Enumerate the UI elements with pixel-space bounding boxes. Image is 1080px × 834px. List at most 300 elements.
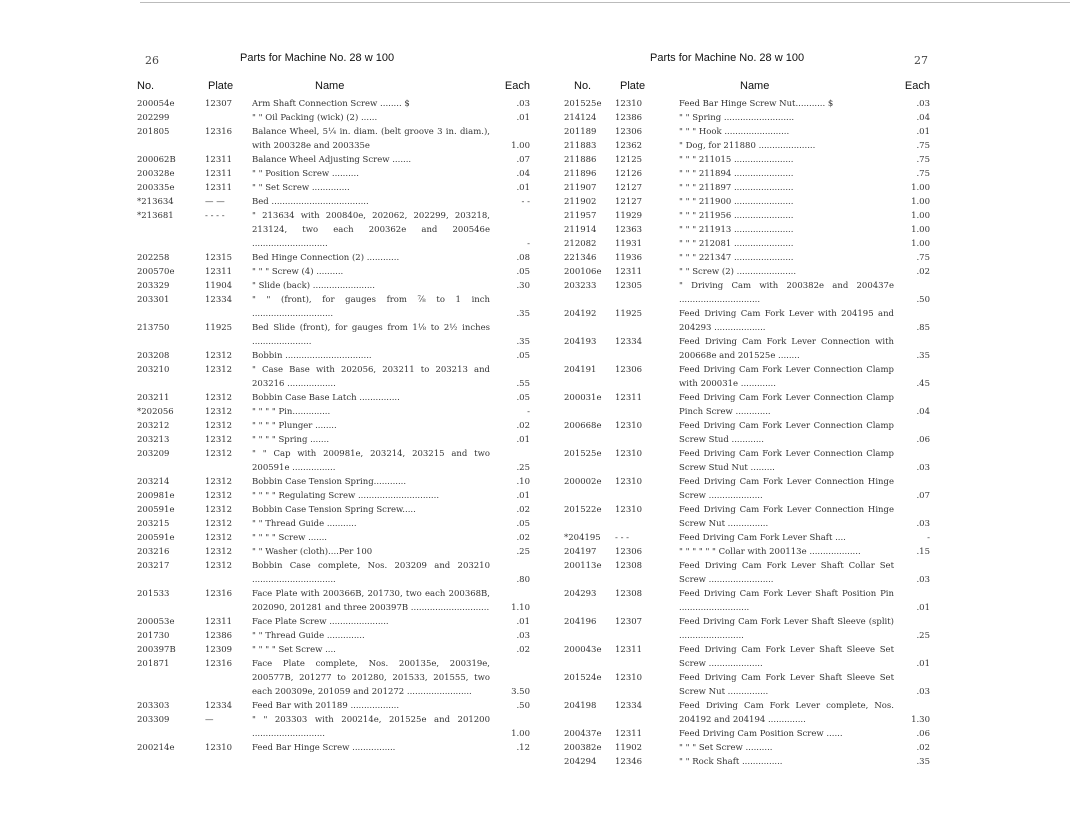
part-price: .01 <box>916 127 930 137</box>
header-name: Name <box>315 80 345 92</box>
plate-number: 12308 <box>615 589 643 599</box>
part-price: - <box>927 533 930 543</box>
parts-list <box>135 97 530 755</box>
part-price: 1.00 <box>911 239 930 249</box>
part-number: *213634 <box>137 197 174 207</box>
table-row <box>560 391 930 419</box>
part-name: Bed Hinge Connection (2) ............ <box>252 253 400 263</box>
part-number: 203211 <box>137 393 170 403</box>
page-title: Parts for Machine No. 28 w 100 <box>650 52 805 64</box>
header-each: Each <box>504 80 530 92</box>
part-name: " " " 211894 ...................... <box>679 169 794 179</box>
plate-number: 11925 <box>615 309 643 319</box>
part-number: 200981e <box>137 491 175 501</box>
part-number: *204195 <box>564 533 601 543</box>
plate-number: — — <box>205 197 225 207</box>
part-name: Bed Slide (front), for gauges from 1⅛ to 2½ inches ...................... <box>252 323 490 347</box>
table-row <box>560 587 930 615</box>
plate-number: 12312 <box>205 491 233 501</box>
table-row <box>135 167 530 181</box>
table-row <box>560 111 930 125</box>
part-name: Feed Driving Cam Fork Lever Shaft Sleeve (split) ........................ <box>679 617 894 641</box>
part-price: .75 <box>916 155 930 165</box>
header-plate: Plate <box>208 80 234 92</box>
table-row <box>560 643 930 671</box>
part-name: Feed Driving Cam Fork Lever Connection Clamp with 200031e ............. <box>679 365 894 389</box>
table-row <box>560 181 930 195</box>
part-number: 202299 <box>137 113 170 123</box>
part-number: 200591e <box>137 505 175 515</box>
plate-number: 12312 <box>205 393 233 403</box>
table-row <box>560 419 930 447</box>
table-row <box>135 209 530 251</box>
part-name: " " Cap with 200981e, 203214, 203215 and two 200591e ................ <box>252 449 490 473</box>
table-row <box>560 531 930 545</box>
plate-number: 11904 <box>205 281 233 291</box>
part-price: .01 <box>916 659 930 669</box>
part-price: .01 <box>916 603 930 613</box>
plate-number: 12316 <box>205 127 233 137</box>
part-name: " " " " Plunger ........ <box>252 421 337 431</box>
table-row <box>135 699 530 713</box>
part-name: " " Washer (cloth)....Per 100 <box>252 547 373 557</box>
plate-number: 12308 <box>615 561 643 571</box>
plate-number: 12386 <box>615 113 643 123</box>
part-price: .06 <box>916 435 930 445</box>
part-number: 211896 <box>564 169 597 179</box>
column-headers <box>135 80 530 94</box>
part-price: .50 <box>916 295 930 305</box>
table-row <box>560 671 930 699</box>
part-price: 1.30 <box>911 715 930 725</box>
table-row <box>560 559 930 587</box>
table-row <box>560 545 930 559</box>
plate-number: 12310 <box>615 505 643 515</box>
part-number: 203213 <box>137 435 170 445</box>
part-number: *202056 <box>137 407 174 417</box>
part-price: .07 <box>516 155 530 165</box>
part-number: 204196 <box>564 617 597 627</box>
table-row <box>560 97 930 111</box>
part-price: .04 <box>516 169 530 179</box>
table-row <box>135 111 530 125</box>
part-name: Feed Driving Cam Fork Lever Shaft Sleeve Set Screw .................... <box>679 645 894 669</box>
part-name: " " Screw (2) ...................... <box>679 267 797 277</box>
part-number: 200043e <box>564 645 602 655</box>
table-row <box>560 139 930 153</box>
header-each: Each <box>904 80 930 92</box>
table-row <box>135 279 530 293</box>
table-row <box>135 153 530 167</box>
table-row <box>560 727 930 741</box>
part-number: 214124 <box>564 113 597 123</box>
part-price: .80 <box>516 575 530 585</box>
part-price: .45 <box>916 379 930 389</box>
part-name: Feed Driving Cam Fork Lever Shaft Position Pin .......................... <box>679 589 894 613</box>
plate-number: 12312 <box>205 421 233 431</box>
part-price: .25 <box>916 631 930 641</box>
plate-number: 11902 <box>615 743 643 753</box>
table-row <box>135 643 530 657</box>
part-name: Feed Driving Cam Fork Lever complete, Nos. 204192 and 204194 .............. <box>679 701 894 725</box>
part-number: 203209 <box>137 449 170 459</box>
plate-number: 12310 <box>615 477 643 487</box>
part-name: Face Plate Screw ...................... <box>252 617 389 627</box>
plate-number: 12305 <box>615 281 643 291</box>
part-price: .02 <box>516 645 530 655</box>
part-number: 201525e <box>564 99 602 109</box>
part-name: Bobbin ................................ <box>252 351 372 361</box>
part-number: 211914 <box>564 225 597 235</box>
right-page <box>560 0 930 834</box>
plate-number: 12125 <box>615 155 643 165</box>
table-row <box>135 349 530 363</box>
plate-number: 12334 <box>615 701 643 711</box>
table-row <box>560 447 930 475</box>
part-price: .02 <box>916 743 930 753</box>
part-price: .75 <box>916 169 930 179</box>
table-row <box>560 195 930 209</box>
part-number: 201525e <box>564 449 602 459</box>
part-name: " " Position Screw .......... <box>252 169 359 179</box>
part-number: 200335e <box>137 183 175 193</box>
part-number: 204191 <box>564 365 597 375</box>
plate-number: 12312 <box>205 561 233 571</box>
part-number: 203208 <box>137 351 170 361</box>
plate-number: 12311 <box>205 617 233 627</box>
plate-number: 12311 <box>615 729 643 739</box>
plate-number: 12363 <box>615 225 643 235</box>
part-price: .03 <box>516 631 530 641</box>
part-number: 200570e <box>137 267 175 277</box>
plate-number: 12362 <box>615 141 643 151</box>
part-name: " Driving Cam with 200382e and 200437e .............................. <box>679 281 894 305</box>
part-number: 200668e <box>564 421 602 431</box>
part-price: .01 <box>516 183 530 193</box>
part-price: .05 <box>516 393 530 403</box>
part-price: 3.50 <box>511 687 530 697</box>
part-name: Feed Driving Cam Fork Lever Shaft .... <box>679 533 846 543</box>
part-number: 202258 <box>137 253 170 263</box>
part-price: .25 <box>516 547 530 557</box>
header-name: Name <box>740 80 770 92</box>
part-number: 201189 <box>564 127 597 137</box>
part-price: .01 <box>516 113 530 123</box>
part-price: .35 <box>916 351 930 361</box>
part-price: .04 <box>916 407 930 417</box>
part-number: 200062B <box>137 155 176 165</box>
part-name: Feed Driving Cam Fork Lever with 204195 and 204293 ................... <box>679 309 894 333</box>
part-number: 204294 <box>564 757 597 767</box>
table-row <box>135 615 530 629</box>
part-number: 200214e <box>137 743 175 753</box>
part-price: 1.00 <box>511 729 530 739</box>
part-number: 203329 <box>137 281 170 291</box>
part-price: .01 <box>516 491 530 501</box>
part-name: " Dog, for 211880 ..................... <box>679 141 816 151</box>
table-row <box>560 699 930 727</box>
part-price: .07 <box>916 491 930 501</box>
part-number: 203215 <box>137 519 170 529</box>
part-number: 203309 <box>137 715 170 725</box>
part-price: .06 <box>916 729 930 739</box>
plate-number: 12346 <box>615 757 643 767</box>
part-number: *213681 <box>137 211 174 221</box>
part-name: " " " 211956 ...................... <box>679 211 794 221</box>
part-price: .15 <box>916 547 930 557</box>
table-row <box>560 475 930 503</box>
plate-number: 12334 <box>205 295 233 305</box>
page-title: Parts for Machine No. 28 w 100 <box>240 52 395 64</box>
table-row <box>135 265 530 279</box>
part-number: 201871 <box>137 659 170 669</box>
part-name: Feed Driving Cam Fork Lever Shaft Collar Set Screw ........................ <box>679 561 894 585</box>
part-name: " " " Screw (4) .......... <box>252 267 344 277</box>
part-name: " " " " Set Screw .... <box>252 645 336 655</box>
plate-number: 12310 <box>615 421 643 431</box>
part-number: 200591e <box>137 533 175 543</box>
plate-number: — <box>205 715 214 725</box>
plate-number: 12311 <box>205 183 233 193</box>
plate-number: 12311 <box>615 645 643 655</box>
table-row <box>560 615 930 643</box>
plate-number: - - - <box>615 533 630 543</box>
plate-number: 12310 <box>615 673 643 683</box>
part-price: .35 <box>516 337 530 347</box>
parts-list <box>560 97 930 769</box>
plate-number: 12306 <box>615 127 643 137</box>
part-price: .01 <box>516 435 530 445</box>
part-number: 221346 <box>564 253 597 263</box>
part-price: .03 <box>916 463 930 473</box>
plate-number: 12316 <box>205 589 233 599</box>
page-number: 26 <box>145 54 159 67</box>
plate-number: 12312 <box>205 435 233 445</box>
table-row <box>560 503 930 531</box>
plate-number: 12310 <box>615 99 643 109</box>
part-name: " " Thread Guide ........... <box>252 519 357 529</box>
part-name: Feed Driving Cam Fork Lever Connection with 200668e and 201525e ........ <box>679 337 894 361</box>
plate-number: 12312 <box>205 407 233 417</box>
part-price: .02 <box>516 505 530 515</box>
table-row <box>135 97 530 111</box>
plate-number: 12126 <box>615 169 643 179</box>
part-number: 203217 <box>137 561 170 571</box>
part-number: 213750 <box>137 323 170 333</box>
plate-number: 12312 <box>205 533 233 543</box>
part-number: 200053e <box>137 617 175 627</box>
part-number: 211902 <box>564 197 597 207</box>
part-name: Arm Shaft Connection Screw ........ $ <box>252 99 410 109</box>
table-row <box>135 433 530 447</box>
part-number: 204197 <box>564 547 597 557</box>
plate-number: 12311 <box>615 267 643 277</box>
part-price: .12 <box>516 743 530 753</box>
part-name: Feed Driving Cam Fork Lever Connection Clamp Pinch Screw ............. <box>679 393 894 417</box>
part-name: " " " 211897 ...................... <box>679 183 794 193</box>
part-number: 203301 <box>137 295 170 305</box>
plate-number: 12311 <box>205 169 233 179</box>
table-row <box>560 279 930 307</box>
plate-number: 12307 <box>615 617 643 627</box>
part-name: " " " " Regulating Screw .............................. <box>252 491 440 501</box>
part-name: Balance Wheel, 5¼ in. diam. (belt groove 3 in. diam.), with 200328e and 200335e <box>252 127 490 151</box>
part-price: 1.00 <box>911 183 930 193</box>
plate-number: 12312 <box>205 449 233 459</box>
part-price: .35 <box>916 757 930 767</box>
plate-number: 12312 <box>205 547 233 557</box>
part-price: .05 <box>516 351 530 361</box>
part-name: " 213634 with 200840e, 202062, 202299, 203218, 213124, two each 200362e and 200546e ............................ <box>252 211 490 249</box>
part-number: 200382e <box>564 743 602 753</box>
plate-number: 12312 <box>205 505 233 515</box>
part-number: 211886 <box>564 155 597 165</box>
plate-number: - - - - <box>205 211 225 221</box>
plate-number: 12312 <box>205 351 233 361</box>
part-number: 200002e <box>564 477 602 487</box>
plate-number: 12311 <box>615 393 643 403</box>
plate-number: 12310 <box>205 743 233 753</box>
table-row <box>560 265 930 279</box>
part-price: 1.00 <box>511 141 530 151</box>
part-name: " " " Hook ........................ <box>679 127 790 137</box>
header-no: No. <box>137 80 155 92</box>
part-name: Feed Driving Cam Position Screw ...... <box>679 729 843 739</box>
plate-number: 11931 <box>615 239 643 249</box>
part-name: " " " 211015 ...................... <box>679 155 794 165</box>
part-name: Feed Driving Cam Fork Lever Connection Hinge Screw .................... <box>679 477 894 501</box>
part-name: Face Plate complete, Nos. 200135e, 200319e, 200577B, 201277 to 201280, 201533, 201555, two each 200309e, 201059 and 201272 ........................ <box>252 659 490 697</box>
part-name: " " " 221347 ...................... <box>679 253 794 263</box>
part-price: .75 <box>916 253 930 263</box>
table-row <box>135 293 530 321</box>
plate-number: 11929 <box>615 211 643 221</box>
part-number: 200397B <box>137 645 176 655</box>
part-price: .30 <box>516 281 530 291</box>
table-row <box>560 755 930 769</box>
part-name: Bobbin Case Tension Spring............ <box>252 477 407 487</box>
part-price: .50 <box>516 701 530 711</box>
part-price: 1.10 <box>511 603 530 613</box>
part-name: Feed Bar Hinge Screw ................ <box>252 743 396 753</box>
part-price: .03 <box>916 575 930 585</box>
table-row <box>560 223 930 237</box>
part-price: .05 <box>516 519 530 529</box>
part-name: " " " 211900 ...................... <box>679 197 794 207</box>
table-row <box>135 321 530 349</box>
part-price: .02 <box>516 533 530 543</box>
table-row <box>560 209 930 223</box>
part-price: .04 <box>916 113 930 123</box>
table-row <box>135 419 530 433</box>
part-number: 212082 <box>564 239 597 249</box>
part-price: .05 <box>516 267 530 277</box>
table-row <box>135 125 530 153</box>
part-name: Feed Driving Cam Fork Lever Connection Hinge Screw Nut ............... <box>679 505 894 529</box>
part-price: .01 <box>516 617 530 627</box>
part-number: 211957 <box>564 211 597 221</box>
part-number: 203212 <box>137 421 170 431</box>
part-number: 200054e <box>137 99 175 109</box>
part-name: Feed Bar Hinge Screw Nut........... $ <box>679 99 834 109</box>
plate-number: 12312 <box>205 519 233 529</box>
part-number: 201805 <box>137 127 170 137</box>
part-name: Bobbin Case Base Latch ............... <box>252 393 400 403</box>
part-name: " " (front), for gauges from ⅞ to 1 inch .............................. <box>252 295 490 319</box>
part-number: 200328e <box>137 169 175 179</box>
part-number: 204293 <box>564 589 597 599</box>
part-number: 211883 <box>564 141 597 151</box>
plate-number: 12334 <box>205 701 233 711</box>
table-row <box>135 475 530 489</box>
part-name: " " " " Spring ....... <box>252 435 330 445</box>
plate-number: 12311 <box>205 155 233 165</box>
table-row <box>135 181 530 195</box>
table-row <box>135 531 530 545</box>
part-number: 201524e <box>564 673 602 683</box>
table-row <box>135 545 530 559</box>
plate-number: 12334 <box>615 337 643 347</box>
part-name: " Slide (back) ....................... <box>252 281 375 291</box>
left-page <box>135 0 530 834</box>
plate-number: 12127 <box>615 197 643 207</box>
part-name: Bobbin Case Tension Spring Screw..... <box>252 505 416 515</box>
table-row <box>135 489 530 503</box>
part-price: - <box>527 407 530 417</box>
part-number: 201522e <box>564 505 602 515</box>
table-row <box>560 237 930 251</box>
plate-number: 12312 <box>205 477 233 487</box>
table-row <box>135 629 530 643</box>
part-name: Feed Bar with 201189 .................. <box>252 701 400 711</box>
table-row <box>135 391 530 405</box>
part-price: - <box>527 239 530 249</box>
part-number: 200031e <box>564 393 602 403</box>
table-row <box>560 167 930 181</box>
column-headers <box>560 80 930 94</box>
part-price: 1.00 <box>911 211 930 221</box>
part-number: 204193 <box>564 337 597 347</box>
plate-number: 11925 <box>205 323 233 333</box>
part-name: Feed Driving Cam Fork Lever Connection Clamp Screw Stud ............ <box>679 421 894 445</box>
table-row <box>135 363 530 391</box>
part-name: " " 203303 with 200214e, 201525e and 201200 ........................... <box>252 715 490 739</box>
part-price: .10 <box>516 477 530 487</box>
page-number: 27 <box>914 54 928 67</box>
part-name: " " Spring .......................... <box>679 113 795 123</box>
plate-number: 12127 <box>615 183 643 193</box>
part-name: " " Oil Packing (wick) (2) ...... <box>252 113 378 123</box>
table-row <box>135 587 530 615</box>
part-name: " " " " Screw ....... <box>252 533 328 543</box>
table-row <box>560 153 930 167</box>
part-price: .03 <box>516 99 530 109</box>
part-price: .55 <box>516 379 530 389</box>
part-name: " " " " Pin.............. <box>252 407 331 417</box>
part-price: .03 <box>916 519 930 529</box>
table-row <box>135 741 530 755</box>
part-price: .02 <box>916 267 930 277</box>
part-price: .03 <box>916 99 930 109</box>
plate-number: 12310 <box>615 449 643 459</box>
plate-number: 12311 <box>205 267 233 277</box>
table-row <box>560 125 930 139</box>
part-name: " " Set Screw .............. <box>252 183 350 193</box>
part-price: 1.00 <box>911 225 930 235</box>
part-name: Balance Wheel Adjusting Screw ....... <box>252 155 412 165</box>
table-row <box>135 447 530 475</box>
part-name: " " " 211913 ...................... <box>679 225 794 235</box>
